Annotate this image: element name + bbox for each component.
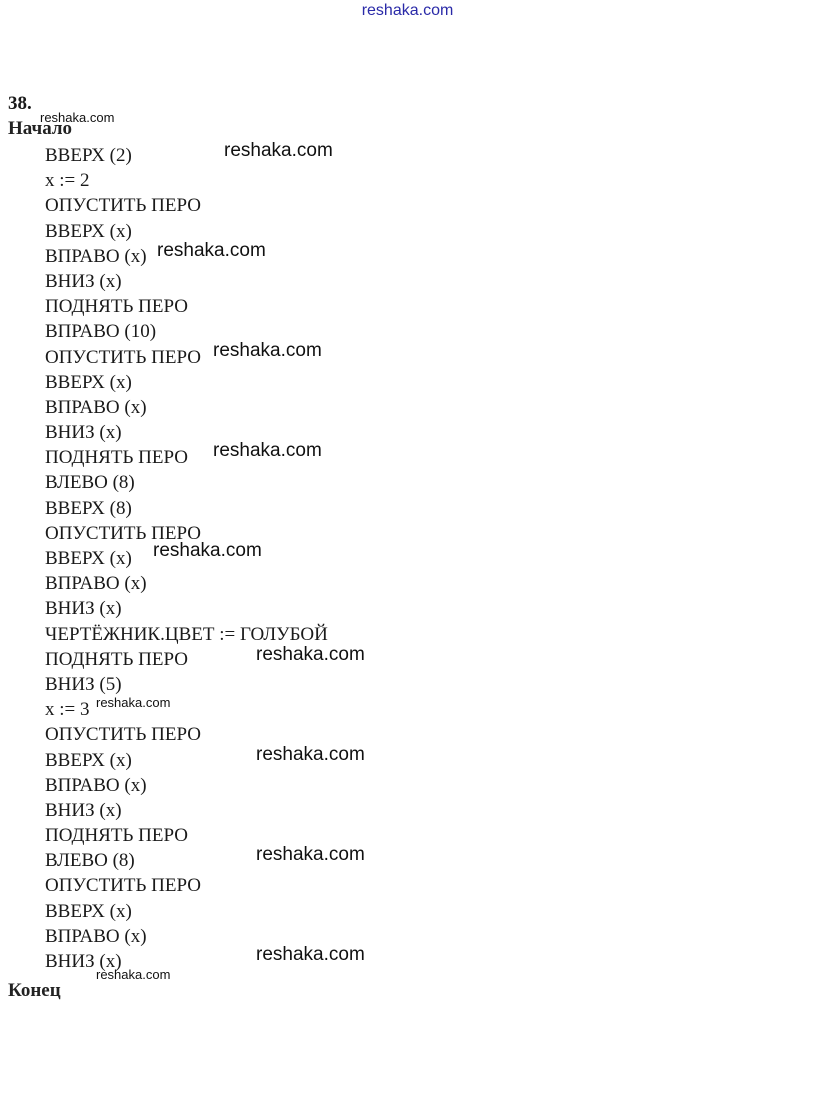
end-keyword: Конец: [8, 980, 61, 1001]
program-line: ВПРАВО (x): [45, 396, 147, 418]
program-line: ВНИЗ (x): [45, 951, 122, 972]
site-link[interactable]: reshaka.com: [361, 2, 454, 19]
start-keyword: Начало: [8, 118, 73, 139]
program-line: ВВЕРХ (x): [45, 900, 132, 922]
program-line: ПОДНЯТЬ ПЕРО: [45, 296, 188, 318]
watermark: reshaka.com: [256, 844, 365, 865]
program-line: ВНИЗ (x): [45, 422, 122, 444]
task-number: 38.: [8, 93, 32, 114]
program-line: ВПРАВО (x): [45, 573, 147, 595]
program-line: ОПУСТИТЬ ПЕРО: [45, 724, 202, 746]
program-line: ВНИЗ (5): [45, 673, 122, 695]
watermark: reshaka.com: [213, 440, 322, 461]
program-line: ВПРАВО (10): [45, 321, 157, 343]
program-line: ВПРАВО (x): [45, 245, 147, 267]
watermark: reshaka.com: [256, 944, 365, 965]
program-line: ВНИЗ (x): [45, 799, 122, 821]
program-line: ВВЕРХ (8): [45, 497, 132, 519]
program-line: ПОДНЯТЬ ПЕРО: [45, 825, 188, 847]
program-line: ВВЕРХ (x): [45, 749, 132, 771]
program-line: ОПУСТИТЬ ПЕРО: [45, 195, 202, 217]
program-line: ВВЕРХ (x): [45, 371, 132, 393]
program-line: ВВЕРХ (2): [45, 145, 132, 166]
watermark: reshaka.com: [157, 240, 266, 261]
program-line: ВПРАВО (x): [45, 925, 147, 947]
program-line: ВПРАВО (x): [45, 774, 147, 796]
watermark: reshaka.com: [40, 110, 115, 125]
watermark: reshaka.com: [96, 695, 171, 710]
program-line: x := 3: [45, 699, 90, 721]
watermark: reshaka.com: [256, 644, 365, 665]
watermark: reshaka.com: [96, 967, 171, 982]
program-line: ПОДНЯТЬ ПЕРО: [45, 447, 188, 469]
program-line: ВНИЗ (x): [45, 598, 122, 620]
program-line: ЧЕРТЁЖНИК.ЦВЕТ := ГОЛУБОЙ: [45, 623, 328, 645]
program-line: x := 2: [45, 170, 90, 192]
watermark: reshaka.com: [224, 140, 333, 161]
program-line: ВЛЕВО (8): [45, 472, 135, 494]
program-line: ОПУСТИТЬ ПЕРО: [45, 522, 202, 544]
watermark: reshaka.com: [256, 744, 365, 765]
program-line: ВВЕРХ (x): [45, 548, 132, 569]
program-line: ВВЕРХ (x): [45, 220, 132, 242]
program-line: ВНИЗ (x): [45, 270, 122, 292]
program-line: ОПУСТИТЬ ПЕРО: [45, 346, 202, 368]
program-line: ОПУСТИТЬ ПЕРО: [45, 875, 202, 897]
watermark: reshaka.com: [153, 540, 262, 561]
program-line: ВЛЕВО (8): [45, 850, 135, 872]
watermark: reshaka.com: [213, 340, 322, 361]
program-line: ПОДНЯТЬ ПЕРО: [45, 648, 188, 670]
